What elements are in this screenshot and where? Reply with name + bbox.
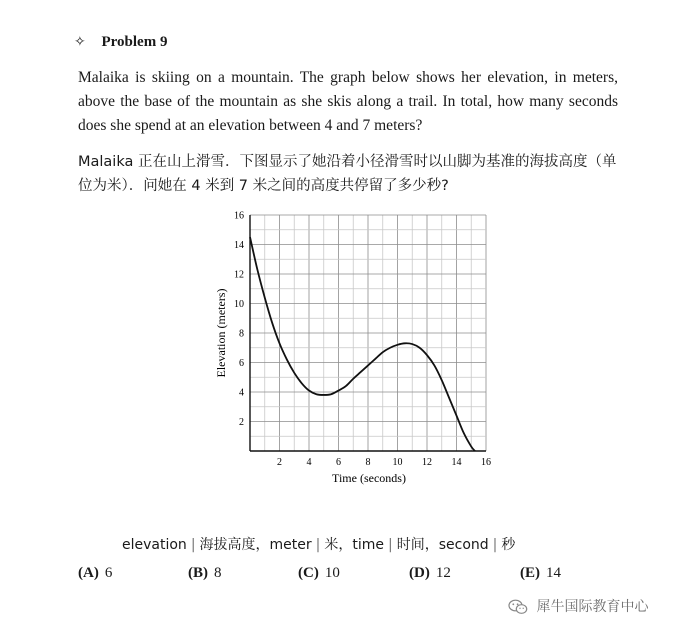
vocab-comma: ， xyxy=(255,537,270,553)
choice-label: (D) xyxy=(409,565,430,581)
x-tick-label: 16 xyxy=(481,457,491,468)
vocabulary-line xyxy=(122,534,515,554)
vocab-term-chinese: 海拔高度 xyxy=(199,537,256,553)
answer-choice xyxy=(298,565,340,582)
problem-text-chinese: Malaika 正在山上滑雪．下图显示了她沿着小径滑雪时以山脚为基准的海拔高度（单位为米）．问她在 4 米到 7 米之间的高度共停留了多少秒? xyxy=(78,154,617,194)
vocab-term-english: meter xyxy=(269,537,312,553)
choice-value: 10 xyxy=(324,565,340,581)
x-tick-label: 14 xyxy=(451,457,462,468)
x-tick-label: 12 xyxy=(422,457,432,468)
x-tick-label: 4 xyxy=(306,457,312,468)
vocab-term-chinese: 秒 xyxy=(501,537,516,553)
answer-choice xyxy=(188,565,222,582)
x-tick-label: 10 xyxy=(392,457,403,468)
answer-choice xyxy=(520,565,561,582)
vocab-separator: | xyxy=(190,537,196,553)
problem-text-english: Malaika is skiing on a mountain. The graph below shows her elevation, in meters, above the base of the mountain as she skis along a trail. In total, how many seconds does she spend at an elevation between 4 and 7 meters? xyxy=(78,69,618,134)
y-tick-label: 10 xyxy=(234,299,244,310)
answer-choice xyxy=(409,565,451,582)
vocab-comma: ， xyxy=(338,537,353,553)
watermark-text: 犀牛国际教育中心 xyxy=(536,599,649,615)
choice-value: 12 xyxy=(435,565,451,581)
y-tick-label: 4 xyxy=(239,387,244,399)
vocab-term-english: elevation xyxy=(122,537,187,553)
vocab-separator: | xyxy=(492,537,498,553)
answer-choice xyxy=(78,565,112,582)
vocab-comma: ， xyxy=(424,537,439,553)
y-tick-label: 2 xyxy=(239,417,244,428)
vocab-separator: | xyxy=(388,537,393,553)
choice-label: (A) xyxy=(78,565,99,581)
y-tick-label: 6 xyxy=(239,358,244,369)
choice-label: (C) xyxy=(298,565,319,581)
choice-value: 14 xyxy=(546,565,561,581)
choice-value: 6 xyxy=(104,565,113,581)
elevation-curve xyxy=(250,237,475,451)
diamond-star-icon: ✧ xyxy=(74,34,86,50)
vocab-term-chinese: 米 xyxy=(324,537,339,553)
choice-label: (E) xyxy=(520,565,540,581)
chart-grid xyxy=(250,215,486,451)
y-tick-label: 8 xyxy=(239,328,244,340)
x-tick-label: 8 xyxy=(365,457,371,468)
x-axis-label: Time (seconds) xyxy=(332,471,406,485)
vocab-separator: | xyxy=(315,537,321,553)
wechat-icon xyxy=(508,599,528,615)
x-tick-label: 2 xyxy=(277,457,282,468)
problem-title: Problem 9 xyxy=(101,34,168,50)
elevation-chart xyxy=(200,205,500,495)
watermark xyxy=(508,596,648,616)
choice-value: 8 xyxy=(214,565,222,581)
vocab-term-english: time xyxy=(352,537,384,553)
y-tick-label: 12 xyxy=(234,269,244,281)
y-tick-label: 14 xyxy=(234,240,244,251)
chart-ticks xyxy=(234,211,491,469)
choice-label: (B) xyxy=(188,565,208,581)
problem-heading xyxy=(74,34,167,51)
x-tick-label: 6 xyxy=(336,457,341,468)
vocab-term-chinese: 时间 xyxy=(396,537,425,553)
y-tick-label: 16 xyxy=(234,210,244,222)
y-axis-label: Elevation (meters) xyxy=(214,288,228,378)
vocab-term-english: second xyxy=(438,537,489,553)
